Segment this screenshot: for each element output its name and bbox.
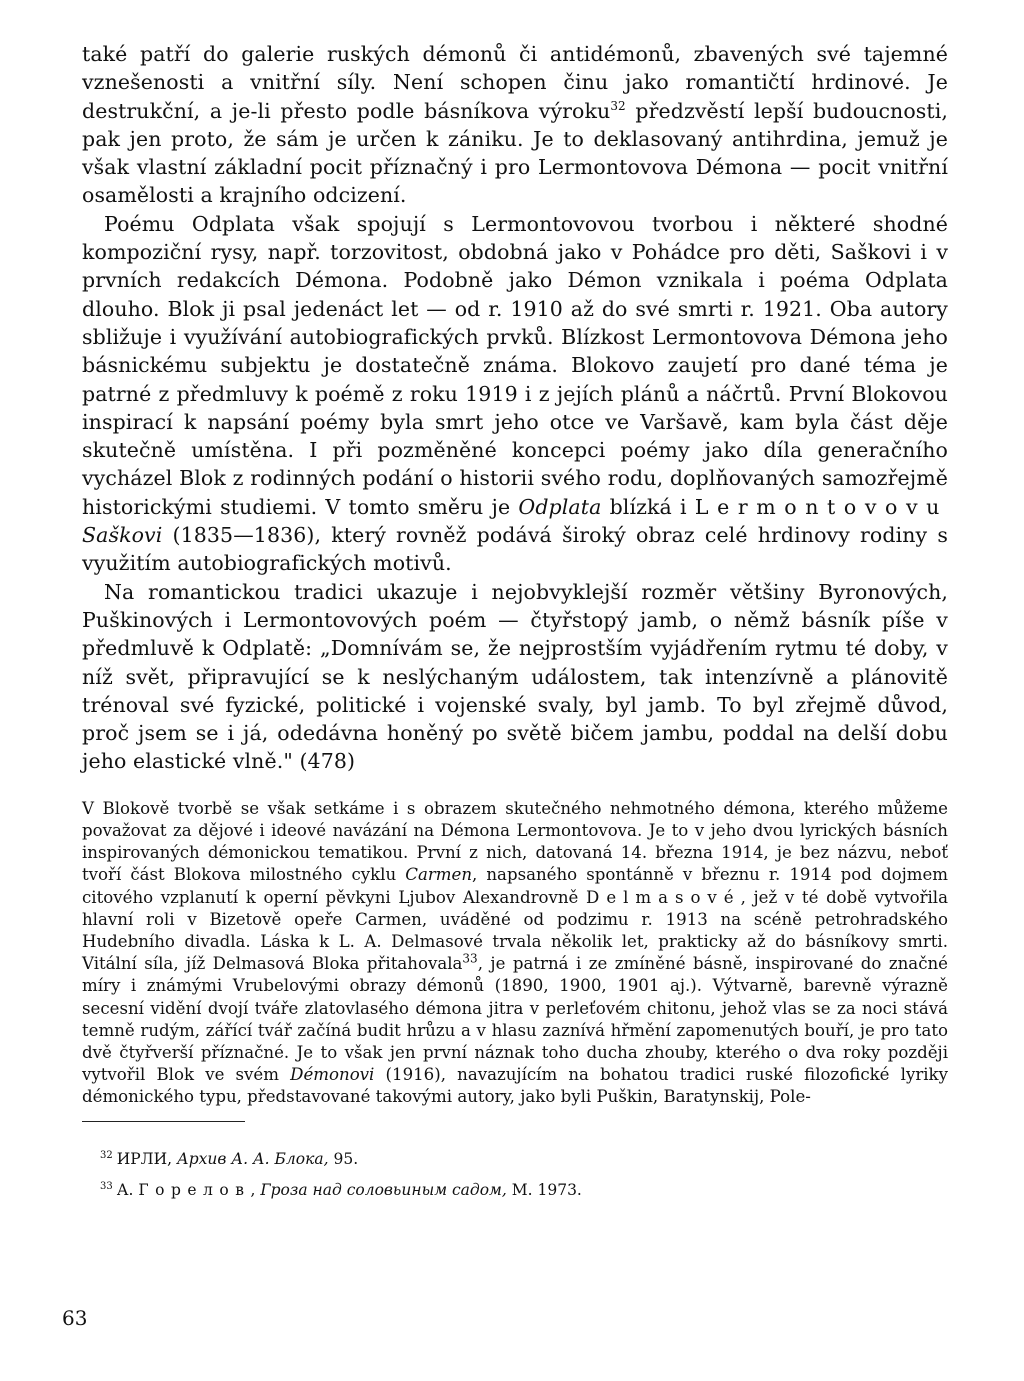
text-run: 95. bbox=[328, 1149, 359, 1168]
footnote-ref: 32 bbox=[610, 98, 626, 113]
footnotes bbox=[82, 1142, 948, 1204]
footnote-text bbox=[117, 1181, 582, 1199]
paragraph bbox=[82, 578, 948, 776]
text-run: , bbox=[250, 1180, 261, 1199]
footnote bbox=[82, 1142, 948, 1173]
footnote-ref: 33 bbox=[462, 951, 478, 966]
small-paragraph bbox=[82, 798, 948, 1109]
text-run: М. 1973. bbox=[506, 1180, 582, 1199]
text-run: , napsaného spontánně v březnu r. 1914 pod dojmem citového vzplanutí k operní pěvkyni Ljubov Alexandrovně bbox=[82, 865, 949, 907]
text-run: předzvěstí lepší budoucnosti, pak jen proto, že sám je určen k zániku. Je to deklasovaný antihrdina, jemuž je však vlastní základní pocit příznačný i pro Lermontovova Démona — pocit vnitřní osamělosti a krajního odcizení. bbox=[82, 98, 948, 208]
footnote bbox=[82, 1173, 948, 1204]
text-run: , je patrná i ze zmíněné básně, inspirované do značné míry i známými Vrubelovými obrazy démonů (1890, 1900, 1901 aj.). Výtvarně, barevně výrazně secesní vidění dvojí tváře zlatovlasého démona jitra v perleťovém chitonu, jehož vlas se za noci stává temně rudým, zářící tvář začíná budit hrůzu a v hlasu zaznívá hřmění zapomenutých bouří, je pro tato dvě čtyřverší příznačné. Je to však jen první náznak toho ducha zhouby, kterého o dva roky později vytvořil Blok ve svém bbox=[82, 954, 948, 1085]
spaced-name: Delmasové bbox=[586, 887, 741, 907]
text-run: А. bbox=[116, 1180, 139, 1199]
italic-title: Démonovi bbox=[290, 1065, 375, 1085]
book-page bbox=[82, 40, 948, 1204]
footnote-text bbox=[117, 1150, 358, 1168]
italic-title: Odplata bbox=[518, 494, 602, 519]
italic-title: Carmen bbox=[405, 865, 473, 885]
small-print-block bbox=[82, 798, 948, 1109]
text-run: ИРЛИ, bbox=[116, 1149, 177, 1168]
spaced-name: Lermontovovu bbox=[694, 494, 948, 519]
footnote-number: 32 bbox=[100, 1149, 113, 1161]
text-run: blízká i bbox=[601, 494, 695, 519]
text-run: , jež v té době vytvořila hlavní roli v Bizetově opeře Carmen, uváděné od podzimu r. 1913 na scéně petrohradského Hudebního divadla. Láska k L. A. Delmasové trvala několik let, prakticky až do básníkovy smrti. Vitální síla, jíž Delmasová Bloka přitahovala bbox=[82, 887, 949, 974]
text-run: Poému Odplata však spojují s Lermontovovou tvorbou i některé shodné kompoziční rysy, např. torzovitost, obdobná jako v Pohádce pro děti, Saškovi i v prvních redakcích Démona. Podobně jako Démon vznikala i poéma Odplata dlouho. Blok ji psal jedenáct let — od r. 1910 až do své smrti r. 1921. Oba autory sbližuje i využívání autobiografických prvků. Blízkost Lermontovova Démona jeho básnickému subjektu je dostatečně známa. Blokovo zaujetí pro dané téma je patrné z předmluvy k poémě z roku 1919 i z jejích plánů a náčrtů. První Blokovou inspirací k napsání poémy byla smrt jeho otce ve Varšavě, kam byla část děje skutečně umístěna. I při pozměněné koncepci poémy jako díla generačního vycházel Blok z rodinných podání o historii svého rodu, doplňovaných samozřejmě historickými studiemi. V tomto směru je bbox=[82, 211, 948, 519]
italic-title: Архив А. А. Блока, bbox=[177, 1149, 329, 1168]
italic-title: Гроза над соловьиным садом, bbox=[260, 1180, 507, 1199]
text-run: (1835—1836), který rovněž podává široký obraz celé hrdinovy rodiny s využitím autobiografických motivů. bbox=[82, 523, 948, 576]
italic-title: Saškovi bbox=[82, 523, 163, 548]
text-run: také patří do galerie ruských démonů či antidémonů, zbavených své tajemné vznešenosti a vnitřní síly. Není schopen činu jako romantičtí hrdinové. Je destrukční, a je-li přesto podle básníkova výroku bbox=[82, 42, 948, 123]
text-run: (1916), navazujícím na bohatou tradici ruské filozofické lyriky démonického typu, představované takovými autory, jako byli Puškin, Baratynskij, Pole- bbox=[82, 1065, 948, 1107]
paragraph bbox=[82, 40, 948, 210]
page-number: 63 bbox=[62, 1306, 88, 1330]
footnote-number: 33 bbox=[100, 1180, 113, 1192]
spaced-name: Горелов bbox=[138, 1180, 251, 1199]
text-run: Na romantickou tradici ukazuje i nejobvyklejší rozměr většiny Byronových, Puškinových i Lermontovových poém — čtyřstopý jamb, o němž básník píše v předmluvě k Odplatě: „Domnívám se, že nejprostším vyjádřením rytmu té doby, v níž svět, připravující se k neslýchaným událostem, tak intenzívně a plánovitě trénoval své fyzické, politické i vojenské svaly, byl jamb. To byl zřejmě důvod, proč jsem se i já, odedávna honěný po světě bičem jambu, poddal na delší dobu jeho elastické vlně." (478) bbox=[82, 579, 948, 774]
text-run: V Blokově tvorbě se však setkáme i s obrazem skutečného nehmotného démona, kterého můžeme považovat za dějové i ideové navázání na Démona Lermontovova. Je to v jeho dvou lyrických básních inspirovaných démonickou tematikou. První z nich, datovaná 14. března 1914, je bez názvu, neboť tvoří část Blokova milostného cyklu bbox=[82, 798, 948, 885]
footnote-separator bbox=[82, 1121, 245, 1122]
paragraph bbox=[82, 210, 948, 578]
main-text bbox=[82, 40, 948, 776]
